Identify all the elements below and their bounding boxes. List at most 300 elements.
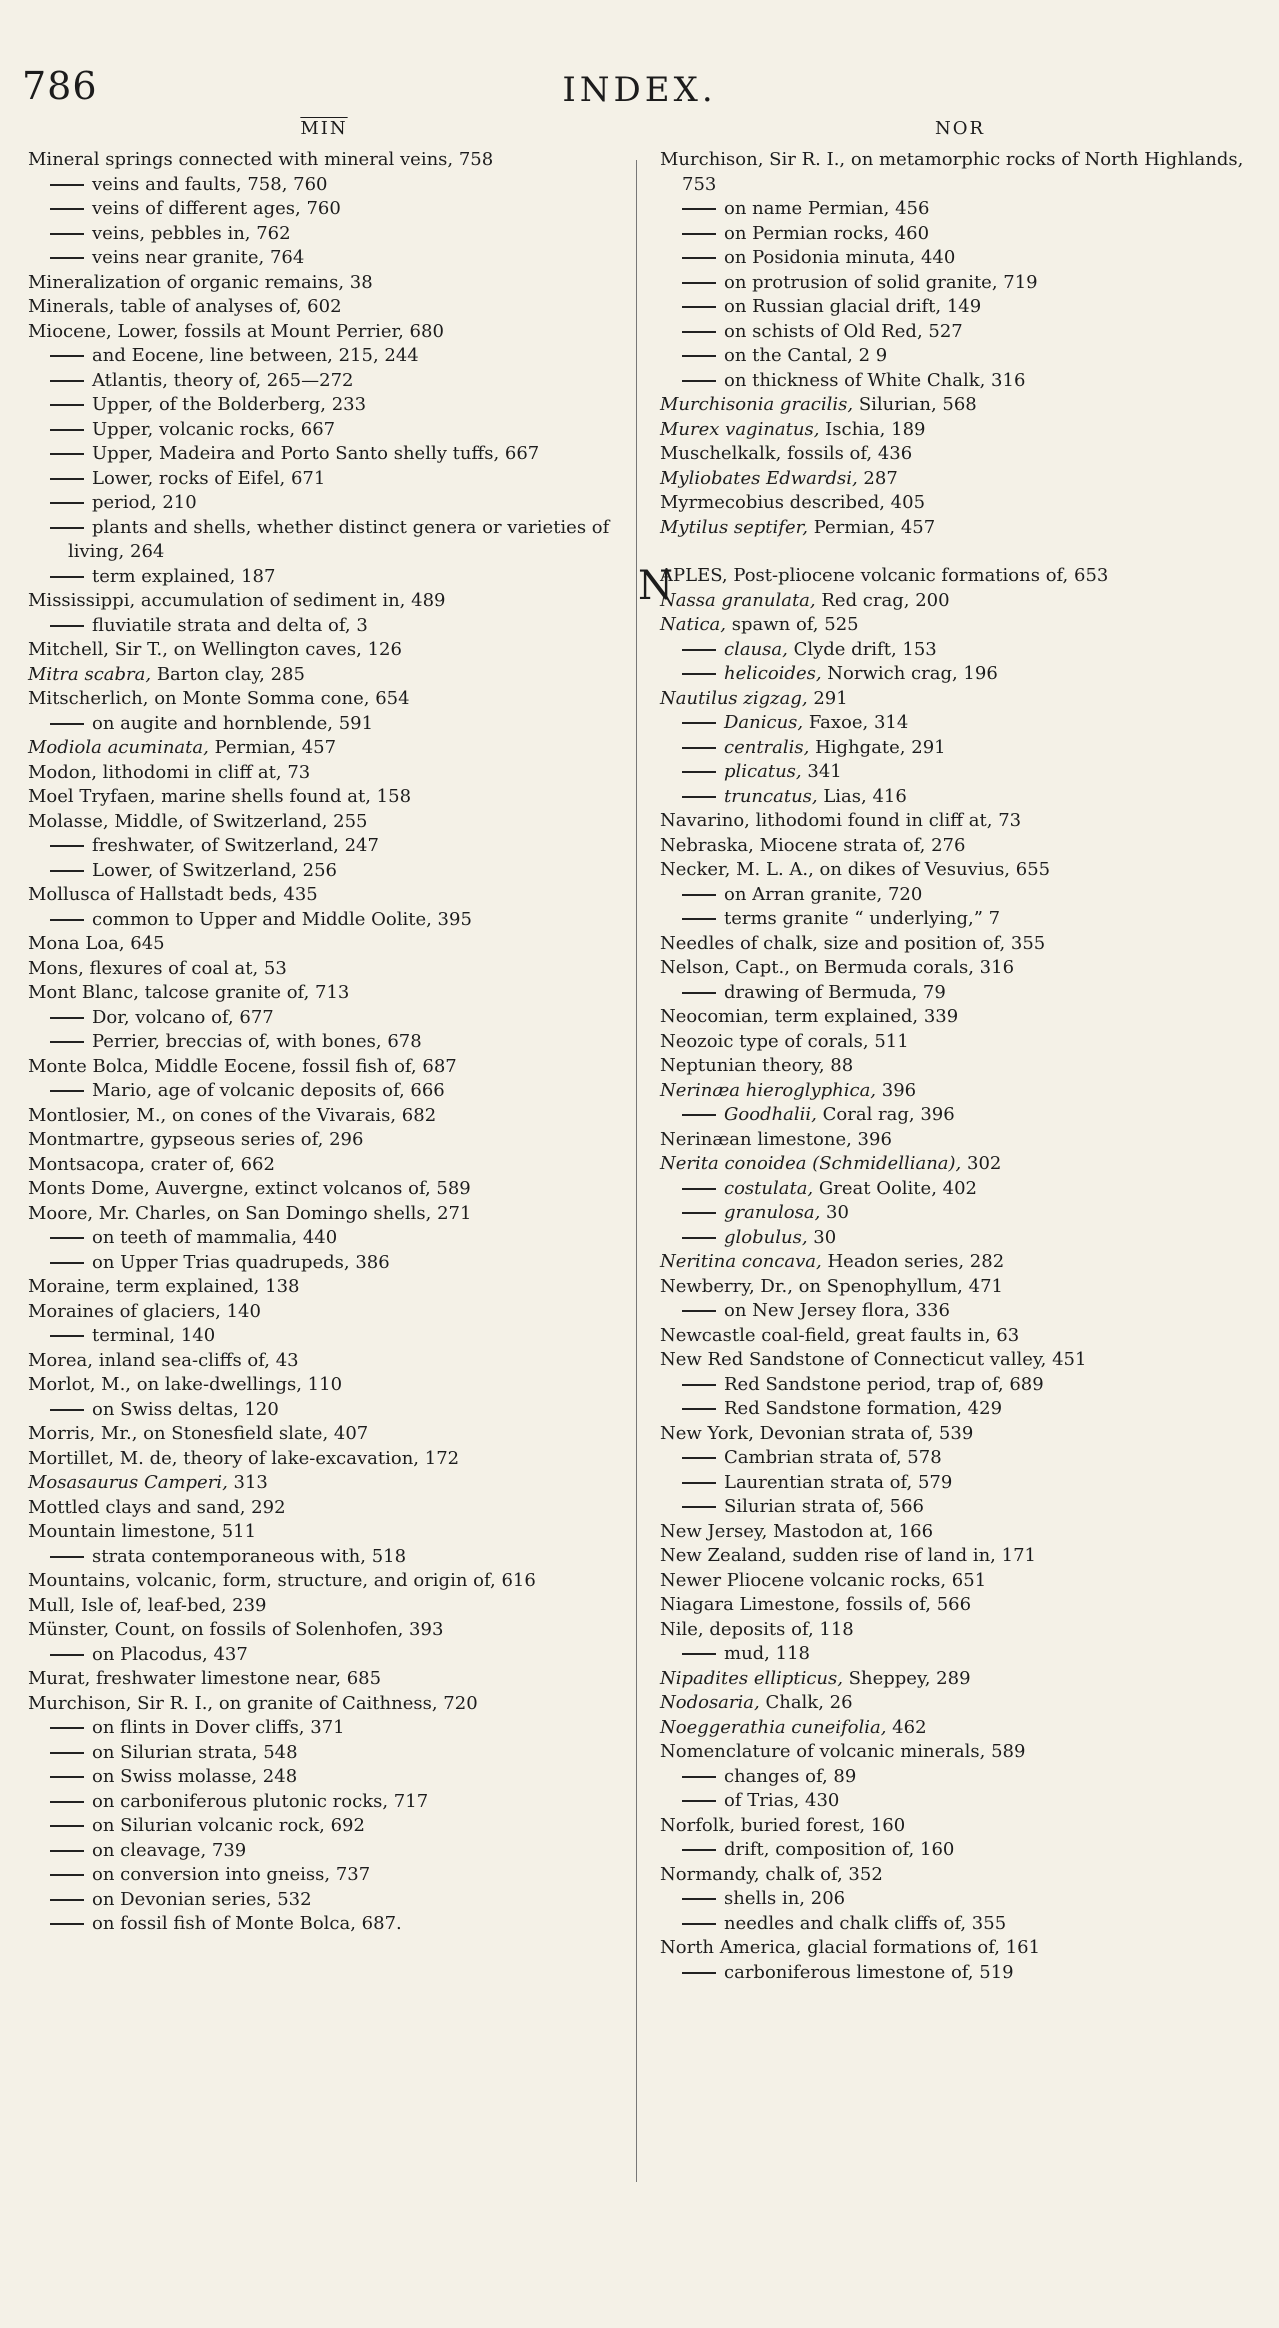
ditto-dash	[50, 870, 84, 872]
entry-text: mud, 118	[724, 1643, 810, 1664]
entry-text: Miocene, Lower, fossils at Mount Perrier, 680	[28, 320, 444, 342]
index-entry	[660, 613, 1260, 638]
index-entry	[660, 687, 1260, 712]
entry-text: veins of different ages, 760	[92, 198, 341, 219]
entry-text: Mineral springs connected with mineral veins, 758	[28, 149, 494, 170]
ditto-dash	[50, 257, 84, 259]
index-subentry	[28, 1912, 620, 1937]
entry-text: veins, pebbles in, 762	[92, 222, 291, 244]
entry-text: on the Cantal, 2 9	[724, 345, 888, 366]
index-subentry	[28, 1888, 620, 1913]
index-entry	[28, 295, 620, 320]
ditto-dash	[682, 1849, 716, 1851]
column-running-head: NOR	[934, 118, 986, 139]
entry-text: Newer Pliocene volcanic rocks, 651	[660, 1569, 987, 1591]
entry-italic-term: Mosasaurus Camperi,	[28, 1472, 228, 1493]
entry-text: needles and chalk cliffs of, 355	[724, 1912, 1007, 1934]
index-subentry	[28, 369, 620, 394]
index-entry	[660, 1324, 1260, 1349]
index-subentry	[28, 565, 620, 590]
entry-text: 291	[807, 687, 848, 709]
index-entry	[660, 1152, 1260, 1177]
entry-text: Mottled clays and sand, 292	[28, 1496, 286, 1518]
ditto-dash	[50, 478, 84, 480]
index-entry	[660, 1250, 1260, 1275]
index-subentry	[28, 418, 620, 443]
entry-text: Nile, deposits of, 118	[660, 1618, 854, 1640]
ditto-dash	[682, 1776, 716, 1778]
entry-text: on flints in Dover cliffs, 371	[92, 1717, 345, 1738]
index-subentry	[28, 1324, 620, 1349]
entry-text: Chalk, 26	[759, 1692, 853, 1713]
ditto-dash	[50, 1335, 84, 1337]
entry-text: Nomenclature of volcanic minerals, 589	[660, 1741, 1026, 1762]
index-subentry	[660, 662, 1260, 687]
index-entry	[28, 981, 620, 1006]
entry-text: Headon series, 282	[821, 1251, 1005, 1272]
entry-text: Necker, M. L. A., on dikes of Vesuvius, 655	[660, 859, 1051, 880]
entry-text: Cambrian strata of, 578	[724, 1447, 942, 1468]
entry-text: New York, Devonian strata of, 539	[660, 1422, 974, 1444]
ditto-dash	[682, 1506, 716, 1508]
index-subentry	[660, 1789, 1260, 1814]
entry-text: Modon, lithodomi in cliff at, 73	[28, 761, 311, 783]
ditto-dash	[50, 355, 84, 357]
ditto-dash	[682, 894, 716, 896]
index-subentry	[660, 1495, 1260, 1520]
ditto-dash	[682, 649, 716, 651]
entry-text: Moraines of glaciers, 140	[28, 1300, 261, 1322]
index-subentry	[660, 1912, 1260, 1937]
entry-text: Montmartre, gypseous series of, 296	[28, 1129, 364, 1150]
index-entry	[28, 1373, 620, 1398]
index-entry	[28, 1177, 620, 1202]
index-subentry	[660, 1397, 1260, 1422]
index-entry	[28, 1300, 620, 1325]
ditto-dash	[682, 796, 716, 798]
index-entry	[28, 1692, 620, 1717]
index-subentry	[28, 1643, 620, 1668]
index-subentry	[28, 1863, 620, 1888]
entry-text: Navarino, lithodomi found in cliff at, 73	[660, 810, 1022, 831]
ditto-dash	[682, 1923, 716, 1925]
index-entry	[28, 638, 620, 663]
entry-text: 396	[876, 1079, 917, 1101]
entry-italic-term: Mytilus septifer,	[660, 516, 808, 538]
page-number: 786	[22, 64, 98, 108]
entry-text: on carboniferous plutonic rocks, 717	[92, 1790, 429, 1812]
entry-italic-term: centralis,	[724, 736, 810, 758]
ditto-dash	[50, 1899, 84, 1901]
ditto-dash	[682, 1457, 716, 1459]
entry-text: Mitscherlich, on Monte Somma cone, 654	[28, 688, 410, 709]
ditto-dash	[682, 918, 716, 920]
entry-text: Atlantis, theory of, 265—272	[92, 369, 354, 391]
index-entry	[660, 467, 1260, 492]
index-entry	[28, 1667, 620, 1692]
index-entry	[28, 1153, 620, 1178]
index-entry	[660, 858, 1260, 883]
index-subentry	[28, 491, 620, 516]
entry-text: Barton clay, 285	[151, 663, 305, 685]
entry-text: Mountain limestone, 511	[28, 1521, 257, 1542]
ditto-dash	[682, 1408, 716, 1410]
ditto-dash	[50, 1825, 84, 1827]
index-subentry	[660, 785, 1260, 810]
entry-text: on Swiss molasse, 248	[92, 1766, 298, 1787]
index-entry	[660, 1275, 1260, 1300]
index-subentry	[660, 1471, 1260, 1496]
entry-text: on Silurian volcanic rock, 692	[92, 1815, 365, 1836]
ditto-dash	[50, 1923, 84, 1925]
entry-text: 462	[886, 1716, 927, 1738]
entry-text: APLES, Post-pliocene volcanic formations of, 653	[660, 565, 1109, 586]
entry-text: on fossil fish of Monte Bolca, 687.	[92, 1913, 402, 1934]
index-subentry	[660, 344, 1260, 369]
entry-text: on Permian rocks, 460	[724, 222, 930, 244]
entry-text: Red Sandstone formation, 429	[724, 1398, 1003, 1419]
index-subentry	[28, 1030, 620, 1055]
entry-text: New Zealand, sudden rise of land in, 171	[660, 1545, 1036, 1566]
index-subentry	[660, 295, 1260, 320]
index-subentry	[660, 197, 1260, 222]
ditto-dash	[682, 1482, 716, 1484]
index-entry	[28, 1275, 620, 1300]
index-entry	[660, 834, 1260, 859]
ditto-dash	[682, 331, 716, 333]
index-entry	[660, 1618, 1260, 1643]
index-subentry	[28, 1790, 620, 1815]
entry-text: Monte Bolca, Middle Eocene, fossil fish of, 687	[28, 1055, 457, 1077]
entry-text: Red crag, 200	[815, 589, 950, 611]
ditto-dash	[682, 1898, 716, 1900]
index-entry	[28, 1349, 620, 1374]
entry-text: spawn of, 525	[726, 614, 859, 635]
entry-text: freshwater, of Switzerland, 247	[92, 835, 379, 856]
entry-text: on Posidonia minuta, 440	[724, 247, 956, 268]
entry-text: 287	[857, 467, 898, 489]
entry-text: Lias, 416	[817, 785, 907, 807]
entry-text: on Silurian strata, 548	[92, 1741, 298, 1763]
entry-italic-term: Nerinæa hieroglyphica,	[660, 1079, 877, 1101]
index-entry	[28, 932, 620, 957]
index-entry	[28, 883, 620, 908]
entry-italic-term: Noeggerathia cuneifolia,	[660, 1716, 887, 1738]
index-entry	[660, 1936, 1260, 1961]
entry-text: veins and faults, 758, 760	[92, 173, 328, 195]
index-entry-list	[28, 148, 620, 1937]
entry-italic-term: Neritina concava,	[660, 1251, 822, 1272]
index-subentry	[28, 908, 620, 933]
index-entry	[660, 1863, 1260, 1888]
index-subentry	[660, 711, 1260, 736]
entry-text: Murat, freshwater limestone near, 685	[28, 1668, 382, 1689]
ditto-dash	[50, 625, 84, 627]
index-entry	[28, 957, 620, 982]
column-running-head: $\overline{MIN}$	[300, 118, 348, 139]
index-subentry	[660, 883, 1260, 908]
entry-text: Neocomian, term explained, 339	[660, 1006, 959, 1027]
index-subentry	[28, 1226, 620, 1251]
entry-italic-term: Mitra scabra,	[28, 663, 152, 685]
entry-text: 30	[807, 1226, 837, 1248]
entry-text: Faxoe, 314	[803, 712, 909, 733]
entry-text: Nelson, Capt., on Bermuda corals, 316	[660, 957, 1015, 978]
ditto-dash	[50, 1409, 84, 1411]
index-subentry	[660, 1961, 1260, 1986]
ditto-dash	[50, 233, 84, 235]
ditto-dash	[682, 1212, 716, 1214]
entry-text: Silurian strata of, 566	[724, 1496, 924, 1517]
ditto-dash	[682, 1800, 716, 1802]
index-subentry	[28, 1765, 620, 1790]
entry-text: Morris, Mr., on Stonesfield slate, 407	[28, 1423, 369, 1444]
entry-text: on cleavage, 739	[92, 1839, 247, 1861]
entry-text: Permian, 457	[807, 516, 936, 538]
entry-text: fluviatile strata and delta of, 3	[92, 614, 368, 636]
entry-italic-term: costulata,	[724, 1177, 814, 1199]
index-subentry	[660, 981, 1260, 1006]
entry-text: Niagara Limestone, fossils of, 566	[660, 1594, 972, 1615]
index-subentry	[660, 369, 1260, 394]
index-entry	[28, 1496, 620, 1521]
index-entry	[660, 148, 1260, 197]
ditto-dash	[682, 673, 716, 675]
index-subentry	[28, 1839, 620, 1864]
entry-italic-term: Myliobates Edwardsi,	[660, 467, 858, 489]
index-entry	[28, 1447, 620, 1472]
index-subentry	[28, 442, 620, 467]
ditto-dash	[50, 1654, 84, 1656]
entry-italic-term: globulus,	[724, 1226, 808, 1248]
ditto-dash	[50, 184, 84, 186]
index-subentry	[660, 1103, 1260, 1128]
index-entry	[28, 785, 620, 810]
entry-italic-term: Natica,	[660, 614, 727, 635]
ditto-dash	[682, 771, 716, 773]
entry-text: on augite and hornblende, 591	[92, 712, 374, 734]
entry-text: Ischia, 189	[819, 418, 926, 440]
entry-text: Morlot, M., on lake-dwellings, 110	[28, 1374, 343, 1395]
index-entry	[660, 1814, 1260, 1839]
index-entry	[28, 1422, 620, 1447]
entry-text: Mountains, volcanic, form, structure, and origin of, 616	[28, 1570, 536, 1591]
ditto-dash	[682, 722, 716, 724]
index-entry	[660, 442, 1260, 467]
ditto-dash	[50, 208, 84, 210]
entry-text: Molasse, Middle, of Switzerland, 255	[28, 810, 368, 832]
ditto-dash	[50, 919, 84, 921]
entry-text: Myrmecobius described, 405	[660, 492, 926, 513]
entry-text: Silurian, 568	[853, 394, 977, 415]
entry-text: term explained, 187	[92, 565, 276, 587]
entry-italic-term: clausa,	[724, 638, 788, 660]
entry-text: Mons, flexures of coal at, 53	[28, 957, 287, 979]
index-column-left	[28, 118, 620, 1937]
index-entry	[660, 1054, 1260, 1079]
ditto-dash	[682, 1114, 716, 1116]
entry-text: Upper, volcanic rocks, 667	[92, 418, 336, 440]
entry-italic-term: Nerita conoidea (Schmidelliana),	[660, 1153, 962, 1174]
index-subentry	[28, 1741, 620, 1766]
entry-text: Upper, of the Bolderberg, 233	[92, 394, 367, 415]
index-subentry	[28, 1716, 620, 1741]
index-subentry	[660, 760, 1260, 785]
index-subentry	[660, 736, 1260, 761]
index-entry	[660, 1544, 1260, 1569]
entry-text: Lower, of Switzerland, 256	[92, 859, 338, 881]
index-entry	[660, 491, 1260, 516]
entry-text: Nebraska, Miocene strata of, 276	[660, 834, 966, 856]
ditto-dash	[50, 845, 84, 847]
index-entry-list	[638, 148, 1260, 1985]
ditto-dash	[50, 1090, 84, 1092]
entry-text: on Placodus, 437	[92, 1643, 248, 1665]
entry-text: Neozoic type of corals, 511	[660, 1030, 909, 1052]
index-subentry	[660, 1887, 1260, 1912]
index-subentry	[660, 1299, 1260, 1324]
ditto-dash	[682, 1653, 716, 1655]
entry-text: New Jersey, Mastodon at, 166	[660, 1520, 934, 1542]
index-subentry	[28, 1079, 620, 1104]
index-entry	[660, 809, 1260, 834]
entry-text: 302	[961, 1153, 1002, 1174]
ditto-dash	[50, 527, 84, 529]
ditto-dash	[682, 1188, 716, 1190]
ditto-dash	[50, 1874, 84, 1876]
entry-text: Montsacopa, crater of, 662	[28, 1153, 275, 1175]
entry-text: on name Permian, 456	[724, 198, 930, 219]
entry-italic-term: Nodosaria,	[660, 1692, 760, 1713]
entry-text: Dor, volcano of, 677	[92, 1006, 274, 1028]
ditto-dash	[50, 1850, 84, 1852]
ditto-dash	[682, 992, 716, 994]
entry-text: Laurentian strata of, 579	[724, 1471, 953, 1493]
entry-text: Highgate, 291	[809, 736, 946, 758]
entry-text: Lower, rocks of Eifel, 671	[92, 467, 326, 489]
ditto-dash	[682, 1384, 716, 1386]
index-subentry	[660, 1177, 1260, 1202]
index-entry	[660, 1520, 1260, 1545]
index-entry	[660, 1593, 1260, 1618]
ditto-dash	[50, 1556, 84, 1558]
entry-text: veins near granite, 764	[92, 247, 305, 268]
index-entry	[28, 761, 620, 786]
entry-text: Moore, Mr. Charles, on San Domingo shells, 271	[28, 1202, 472, 1224]
index-subentry	[28, 1398, 620, 1423]
index-entry	[28, 736, 620, 761]
ditto-dash	[682, 282, 716, 284]
entry-text: and Eocene, line between, 215, 244	[92, 345, 419, 366]
index-subentry	[660, 1201, 1260, 1226]
index-entry	[660, 1740, 1260, 1765]
ditto-dash	[50, 1776, 84, 1778]
index-entry	[28, 1520, 620, 1545]
entry-text: Muschelkalk, fossils of, 436	[660, 443, 913, 464]
entry-text: Clyde drift, 153	[787, 638, 937, 660]
entry-text: terms granite “ underlying,” 7	[724, 908, 1001, 929]
entry-text: Mineralization of organic remains, 38	[28, 271, 373, 293]
ditto-dash	[682, 1310, 716, 1312]
entry-text: on Devonian series, 532	[92, 1888, 312, 1910]
index-entry	[660, 1348, 1260, 1373]
entry-text: Sheppey, 289	[842, 1667, 971, 1689]
ditto-dash	[50, 404, 84, 406]
ditto-dash	[50, 1237, 84, 1239]
index-entry	[660, 1422, 1260, 1447]
index-subentry	[28, 246, 620, 271]
entry-italic-term: granulosa,	[724, 1202, 821, 1223]
index-entry	[660, 516, 1260, 541]
entry-text: Murchison, Sir R. I., on granite of Caithness, 720	[28, 1692, 478, 1714]
entry-text: shells in, 206	[724, 1888, 846, 1909]
entry-italic-term: truncatus,	[724, 785, 818, 807]
entry-text: on conversion into gneiss, 737	[92, 1864, 371, 1885]
entry-text: Montlosier, M., on cones of the Vivarais, 682	[28, 1104, 437, 1126]
entry-text: Coral rag, 396	[816, 1104, 955, 1125]
index-entry	[660, 1030, 1260, 1055]
ditto-dash	[50, 1017, 84, 1019]
entry-italic-term: Nautilus zigzag,	[660, 687, 808, 709]
ditto-dash	[50, 429, 84, 431]
entry-text: Münster, Count, on fossils of Solenhofen, 393	[28, 1619, 444, 1640]
index-subentry	[660, 638, 1260, 663]
index-entry	[660, 1569, 1260, 1594]
index-subentry	[28, 222, 620, 247]
entry-text: Mississippi, accumulation of sediment in, 489	[28, 590, 446, 611]
entry-text: Permian, 457	[208, 737, 337, 758]
index-subentry	[28, 173, 620, 198]
entry-text: carboniferous limestone of, 519	[724, 1961, 1014, 1983]
entry-italic-term: Danicus,	[724, 712, 804, 733]
index-entry	[660, 589, 1260, 614]
index-subentry	[28, 834, 620, 859]
ditto-dash	[50, 1727, 84, 1729]
index-subentry	[660, 1838, 1260, 1863]
entry-text: Moraine, term explained, 138	[28, 1276, 300, 1297]
entry-text: on Arran granite, 720	[724, 883, 923, 905]
entry-italic-term: Modiola acuminata,	[28, 737, 209, 758]
index-entry	[28, 1055, 620, 1080]
entry-text: 313	[227, 1472, 268, 1493]
entry-text: 30	[820, 1202, 849, 1223]
entry-text: Mont Blanc, talcose granite of, 713	[28, 982, 350, 1003]
index-subentry	[28, 1006, 620, 1031]
entry-text: New Red Sandstone of Connecticut valley, 451	[660, 1349, 1087, 1370]
index-entry	[660, 956, 1260, 981]
ditto-dash	[50, 1262, 84, 1264]
ditto-dash	[682, 1972, 716, 1974]
ditto-dash	[682, 306, 716, 308]
entry-text: drawing of Bermuda, 79	[724, 981, 946, 1003]
entry-italic-term: Murchisonia gracilis,	[660, 394, 854, 415]
entry-text: Newberry, Dr., on Spenophyllum, 471	[660, 1275, 1003, 1297]
entry-text: Red Sandstone period, trap of, 689	[724, 1373, 1044, 1395]
ditto-dash	[50, 1752, 84, 1754]
entry-text: Mollusca of Hallstadt beds, 435	[28, 884, 318, 905]
index-entry	[660, 932, 1260, 957]
index-entry	[660, 418, 1260, 443]
ditto-dash	[50, 453, 84, 455]
entry-text: on Russian glacial drift, 149	[724, 296, 982, 317]
entry-text: Mitchell, Sir T., on Wellington caves, 126	[28, 639, 402, 660]
index-subentry	[660, 320, 1260, 345]
index-subentry	[660, 1226, 1260, 1251]
ditto-dash	[682, 1237, 716, 1239]
entry-italic-term: plicatus,	[724, 761, 802, 782]
index-entry	[660, 1716, 1260, 1741]
index-entry	[28, 810, 620, 835]
